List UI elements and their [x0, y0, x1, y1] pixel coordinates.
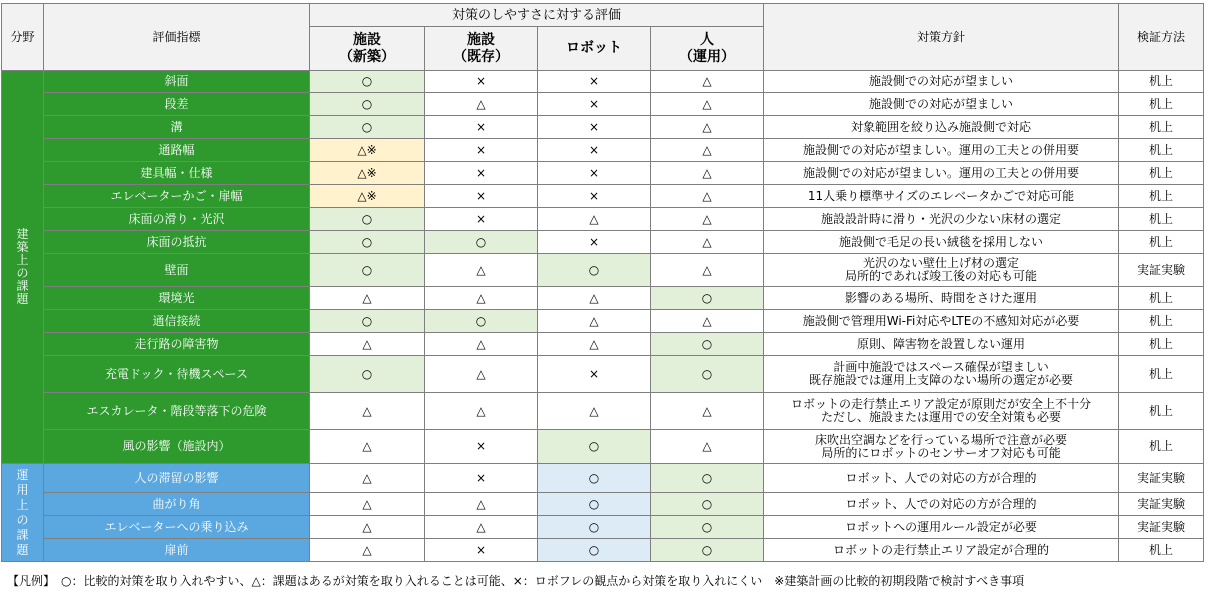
table-row	[2, 430, 1204, 464]
rating-robot: ○	[538, 539, 651, 562]
rating-person: ○	[651, 464, 764, 493]
indicator-cell: 通信接続	[44, 310, 310, 333]
table-row	[2, 185, 1204, 208]
policy-line-1: 施設側での対応が望ましい。運用の工夫との併用要	[803, 142, 1080, 157]
header-existing-facility	[425, 27, 538, 71]
table-row	[2, 254, 1204, 287]
rating-new-facility: ○	[310, 71, 425, 93]
rating-new-facility: ○	[310, 254, 425, 287]
rating-person: ○	[651, 356, 764, 393]
verify-method-cell: 机上	[1119, 231, 1204, 254]
policy-cell	[764, 464, 1119, 493]
rating-robot: ×	[538, 185, 651, 208]
policy-line-1: 施設側で毛足の長い絨毯を採用しない	[839, 234, 1044, 249]
policy-cell	[764, 254, 1119, 287]
table-row	[2, 162, 1204, 185]
verify-method-cell: 机上	[1119, 430, 1204, 464]
rating-robot: △	[538, 208, 651, 231]
group-operations	[2, 464, 44, 562]
rating-new-facility: ○	[310, 356, 425, 393]
rating-new-facility: △	[310, 493, 425, 516]
policy-cell	[764, 93, 1119, 116]
policy-line-1: 11人乗り標準サイズのエレベータかごで対応可能	[807, 188, 1075, 203]
rating-new-facility: △※	[310, 139, 425, 162]
indicator-cell: 床面の抵抗	[44, 231, 310, 254]
header-person-b: （運用）	[679, 48, 735, 65]
rating-existing-facility: △	[425, 287, 538, 310]
header-robot: ロボット	[538, 27, 651, 71]
rating-new-facility: △	[310, 393, 425, 430]
table-row	[2, 310, 1204, 333]
policy-cell	[764, 231, 1119, 254]
table-body	[2, 71, 1204, 562]
rating-robot: ×	[538, 116, 651, 139]
policy-line-1: 影響のある場所、時間をさけた運用	[845, 290, 1038, 305]
verify-method-cell: 机上	[1119, 539, 1204, 562]
header-new-facility	[310, 27, 425, 71]
rating-person: △	[651, 254, 764, 287]
rating-new-facility: △	[310, 539, 425, 562]
policy-cell	[764, 185, 1119, 208]
rating-new-facility: ○	[310, 208, 425, 231]
rating-person: ○	[651, 539, 764, 562]
rating-existing-facility: △	[425, 333, 538, 356]
policy-line-1: 床吹出空調などを行っている場所で注意が必要	[815, 432, 1068, 447]
rating-person: △	[651, 162, 764, 185]
rating-person: △	[651, 185, 764, 208]
rating-robot: ×	[538, 71, 651, 93]
rating-existing-facility: △	[425, 393, 538, 430]
rating-new-facility: △	[310, 430, 425, 464]
header-eval-group: 対策のしやすさに対する評価	[310, 4, 764, 27]
policy-line-2: 既存施設では運用上支障のない場所の選定が必要	[809, 373, 1074, 387]
rating-new-facility: △	[310, 516, 425, 539]
verify-method-cell: 机上	[1119, 208, 1204, 231]
rating-existing-facility: ×	[425, 116, 538, 139]
table-row	[2, 464, 1204, 493]
indicator-cell: 床面の滑り・光沢	[44, 208, 310, 231]
indicator-cell: 壁面	[44, 254, 310, 287]
rating-person: △	[651, 310, 764, 333]
header-new-a: 施設	[353, 31, 381, 48]
verify-method-cell: 実証実験	[1119, 464, 1204, 493]
rating-robot: ×	[538, 139, 651, 162]
rating-existing-facility: ○	[425, 231, 538, 254]
policy-line-2: 局所的にロボットのセンサーオフ対応も可能	[821, 445, 1061, 460]
table-row	[2, 231, 1204, 254]
verify-method-cell: 机上	[1119, 93, 1204, 116]
rating-new-facility: △	[310, 464, 425, 493]
indicator-cell: 風の影響（施設内）	[44, 430, 310, 464]
table-row	[2, 287, 1204, 310]
rating-robot: ×	[538, 356, 651, 393]
rating-person: △	[651, 231, 764, 254]
table-row	[2, 116, 1204, 139]
verify-method-cell: 机上	[1119, 71, 1204, 93]
verify-method-cell: 机上	[1119, 139, 1204, 162]
indicator-cell: 通路幅	[44, 139, 310, 162]
rating-person: △	[651, 393, 764, 430]
verify-method-cell: 机上	[1119, 185, 1204, 208]
policy-cell	[764, 310, 1119, 333]
policy-line-1: 原則、障害物を設置しない運用	[857, 336, 1026, 351]
verify-method-cell: 机上	[1119, 287, 1204, 310]
table-row	[2, 333, 1204, 356]
policy-line-2: ただし、施設または運用での安全対策も必要	[821, 410, 1062, 424]
rating-person: △	[651, 93, 764, 116]
rating-new-facility: △	[310, 333, 425, 356]
evaluation-table	[1, 3, 1204, 562]
policy-cell	[764, 208, 1119, 231]
verify-method-cell: 机上	[1119, 333, 1204, 356]
rating-existing-facility: △	[425, 254, 538, 287]
table-row	[2, 493, 1204, 516]
indicator-cell: エスカレータ・階段等落下の危険	[44, 393, 310, 430]
policy-cell	[764, 516, 1119, 539]
policy-line-1: 対象範囲を絞り込み施設側で対応	[851, 119, 1032, 134]
verify-method-cell: 机上	[1119, 393, 1204, 430]
header-bunya: 分野	[2, 4, 44, 71]
indicator-cell: 扉前	[44, 539, 310, 562]
table-row	[2, 71, 1204, 93]
rating-robot: △	[538, 310, 651, 333]
policy-line-1: ロボット、人での対応の方が合理的	[845, 470, 1037, 485]
verify-method-cell: 机上	[1119, 310, 1204, 333]
rating-new-facility: △※	[310, 162, 425, 185]
rating-person: △	[651, 71, 764, 93]
rating-existing-facility: △	[425, 356, 538, 393]
rating-person: ○	[651, 516, 764, 539]
rating-existing-facility: △	[425, 493, 538, 516]
policy-cell	[764, 430, 1119, 464]
rating-existing-facility: ×	[425, 185, 538, 208]
indicator-cell: 充電ドック・待機スペース	[44, 356, 310, 393]
policy-cell	[764, 539, 1119, 562]
policy-cell	[764, 493, 1119, 516]
table-row	[2, 356, 1204, 393]
header-person-a: 人	[700, 31, 714, 48]
rating-person: ○	[651, 493, 764, 516]
verify-method-cell: 机上	[1119, 162, 1204, 185]
rating-person: ○	[651, 333, 764, 356]
group-operations-label: 運用上の課題	[16, 467, 29, 557]
indicator-cell: 斜面	[44, 71, 310, 93]
rating-new-facility: ○	[310, 93, 425, 116]
policy-cell	[764, 162, 1119, 185]
policy-line-1: 計画中施設ではスペース確保が望ましい	[833, 360, 1049, 374]
rating-robot: ○	[538, 464, 651, 493]
indicator-cell: エレベーターかご・扉幅	[44, 185, 310, 208]
rating-robot: ○	[538, 254, 651, 287]
rating-existing-facility: ×	[425, 71, 538, 93]
header-verify: 検証方法	[1119, 4, 1204, 71]
policy-cell	[764, 356, 1119, 393]
rating-person: △	[651, 116, 764, 139]
rating-robot: △	[538, 333, 651, 356]
policy-line-1: ロボットの走行禁止エリア設定が合理的	[833, 542, 1050, 557]
group-architecture	[2, 71, 44, 464]
policy-line-1: 光沢のない壁仕上げ材の選定	[863, 256, 1020, 270]
rating-existing-facility: ×	[425, 464, 538, 493]
policy-line-1: 施設側での対応が望ましい	[869, 96, 1014, 111]
indicator-cell: 環境光	[44, 287, 310, 310]
indicator-cell: 建具幅・仕様	[44, 162, 310, 185]
verify-method-cell: 実証実験	[1119, 516, 1204, 539]
policy-line-1: 施設設計時に滑り・光沢の少ない床材の選定	[821, 211, 1062, 226]
table-row	[2, 539, 1204, 562]
policy-cell	[764, 71, 1119, 93]
policy-cell	[764, 393, 1119, 430]
table-row	[2, 139, 1204, 162]
policy-cell	[764, 287, 1119, 310]
rating-person: △	[651, 208, 764, 231]
verify-method-cell: 実証実験	[1119, 493, 1204, 516]
policy-line-1: 施設側での対応が望ましい。運用の工夫との併用要	[803, 165, 1080, 180]
policy-line-1: 施設側で管理用Wi-Fi対応やLTEの不感知対応が必要	[802, 313, 1080, 328]
rating-robot: △	[538, 287, 651, 310]
table-row	[2, 93, 1204, 116]
rating-new-facility: ○	[310, 231, 425, 254]
rating-person: △	[651, 139, 764, 162]
verify-method-cell: 机上	[1119, 116, 1204, 139]
verify-method-cell: 机上	[1119, 356, 1204, 393]
table-row	[2, 393, 1204, 430]
rating-robot: ○	[538, 430, 651, 464]
rating-new-facility: △	[310, 287, 425, 310]
rating-existing-facility: ×	[425, 208, 538, 231]
indicator-cell: 人の滞留の影響	[44, 464, 310, 493]
indicator-cell: エレベーターへの乗り込み	[44, 516, 310, 539]
policy-line-1: ロボット、人での対応の方が合理的	[845, 496, 1037, 511]
policy-line-1: ロボットへの運用ルール設定が必要	[845, 519, 1037, 534]
rating-existing-facility: ×	[425, 162, 538, 185]
legend: 【凡例】 ○：比較的対策を取り入れやすい、△：課題はあるが対策を取り入れることは可能、×：ロボフレの観点から対策を取り入れにくい ※建築計画の比較的初期段階で検討すべき事項	[7, 574, 1025, 588]
rating-robot: ×	[538, 231, 651, 254]
rating-existing-facility: △	[425, 516, 538, 539]
table-row	[2, 516, 1204, 539]
policy-cell	[764, 139, 1119, 162]
indicator-cell: 段差	[44, 93, 310, 116]
rating-robot: ○	[538, 493, 651, 516]
indicator-cell: 曲がり角	[44, 493, 310, 516]
rating-robot: ×	[538, 162, 651, 185]
rating-person: ○	[651, 287, 764, 310]
group-architecture-label: 建築上の課題	[16, 227, 29, 306]
indicator-cell: 走行路の障害物	[44, 333, 310, 356]
verify-method-cell: 実証実験	[1119, 254, 1204, 287]
header-policy: 対策方針	[764, 4, 1119, 71]
rating-existing-facility: ○	[425, 310, 538, 333]
rating-existing-facility: ×	[425, 539, 538, 562]
rating-robot: ○	[538, 516, 651, 539]
header-person	[651, 27, 764, 71]
rating-existing-facility: ×	[425, 430, 538, 464]
rating-robot: △	[538, 393, 651, 430]
rating-new-facility: ○	[310, 310, 425, 333]
policy-line-2: 局所的であれば竣工後の対応も可能	[845, 269, 1038, 283]
rating-existing-facility: △	[425, 93, 538, 116]
header-exist-a: 施設	[467, 31, 495, 48]
policy-line-1: 施設側での対応が望ましい	[869, 74, 1014, 88]
header-exist-b: （既存）	[453, 48, 509, 65]
rating-person: △	[651, 430, 764, 464]
rating-new-facility: ○	[310, 116, 425, 139]
rating-new-facility: △※	[310, 185, 425, 208]
policy-cell	[764, 116, 1119, 139]
header-indicator: 評価指標	[44, 4, 310, 71]
policy-line-1: ロボットの走行禁止エリア設定が原則だが安全上不十分	[791, 397, 1092, 411]
rating-existing-facility: ×	[425, 139, 538, 162]
table-row	[2, 208, 1204, 231]
indicator-cell: 溝	[44, 116, 310, 139]
rating-robot: ×	[538, 93, 651, 116]
policy-cell	[764, 333, 1119, 356]
header-new-b: （新築）	[339, 48, 395, 65]
